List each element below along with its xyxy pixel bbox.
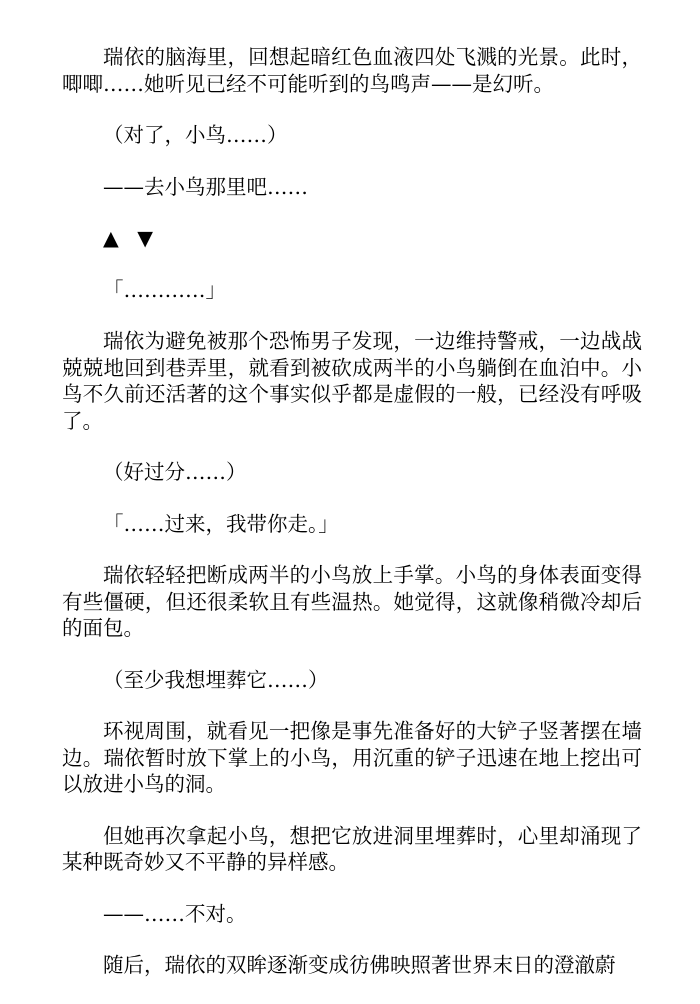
paragraph-hold-bird: 瑞依轻轻把断成两半的小鸟放上手掌。小鸟的身体表面变得有些僵硬，但还很柔软且有些温热。她觉得，这就像稍微冷却后的面包。	[62, 563, 642, 640]
paragraph-return-alley: 瑞依为避免被那个恐怖男子发现，一边维持警戒，一边战战兢兢地回到巷弄里，就看到被砍成两半的小鸟躺倒在血泊中。小鸟不久前还活著的这个事实似乎都是虚假的一般，已经没有呼吸了。	[62, 329, 642, 433]
paragraph-go-to-bird: ——去小鸟那里吧……	[103, 174, 308, 199]
document-page	[62, 44, 642, 1004]
paragraph-eyes-change: 随后，瑞依的双眸逐渐变成彷佛映照著世界末日的澄澈蔚	[103, 953, 616, 977]
paragraph-thought-bury: （至少我想埋葬它……）	[103, 667, 329, 692]
paragraph-dialogue-come: 「……过来，我带你走。」	[103, 511, 339, 536]
paragraph-dig-hole: 环视周围，就看见一把像是事先准备好的大铲子竖著摆在墙边。瑞依暂时放下掌上的小鸟，用沉重的铲子迅速在地上挖出可以放进小鸟的洞。	[62, 719, 642, 796]
paragraph-flashback: 瑞依的脑海里，回想起暗红色血液四处飞溅的光景。此时，唧唧……她听见已经不可能听到的鸟鸣声——是幻听。	[62, 45, 642, 96]
paragraph-thought-cruel: （好过分……）	[103, 460, 247, 484]
paragraph-not-right: ——……不对。	[103, 901, 247, 926]
paragraph-silence-dialogue: 「…………」	[103, 277, 226, 302]
scene-break-arrows: ▲ ▼	[103, 226, 160, 250]
paragraph-thought-bird: （对了，小鸟……）	[103, 123, 288, 147]
paragraph-strange-feeling: 但她再次拿起小鸟，想把它放进洞里埋葬时，心里却涌现了某种既奇妙又不平静的异样感。	[62, 823, 642, 874]
